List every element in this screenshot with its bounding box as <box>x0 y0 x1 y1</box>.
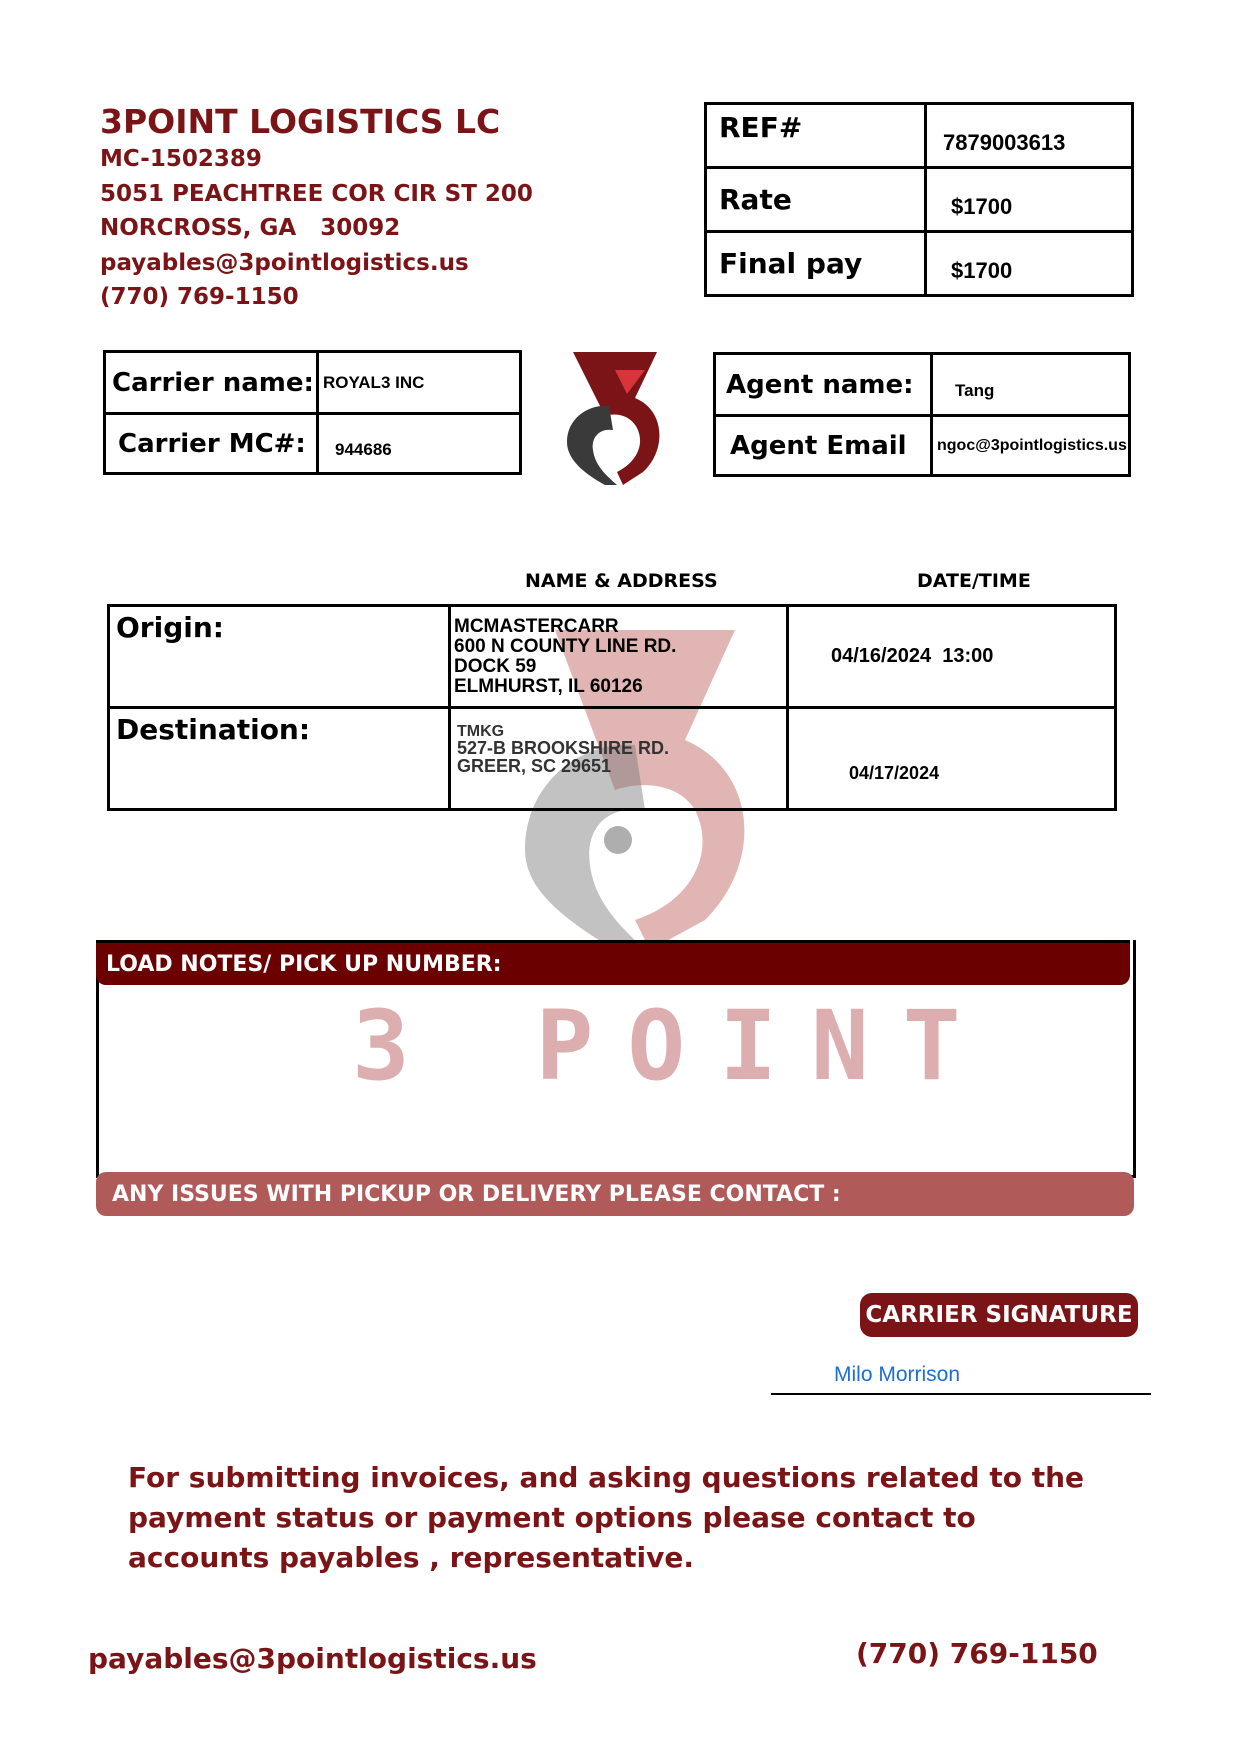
destination-row <box>109 708 1116 810</box>
carrier-table <box>103 350 522 475</box>
ref-value: 7879003613 <box>926 104 1133 168</box>
carrier-mc-label: Carrier MC#: <box>105 414 318 474</box>
footer-phone: (770) 769-1150 <box>856 1637 1098 1670</box>
company-mc: MC-1502389 <box>100 146 262 172</box>
origin-address-line: 600 N COUNTY LINE RD. <box>454 636 677 657</box>
footer-message: For submitting invoices, and asking questions related to the payment status or payment options please contact to accounts payables , representative. <box>128 1461 1085 1574</box>
col-header-datetime: DATE/TIME <box>917 570 1031 592</box>
load-notes-header <box>96 940 1130 985</box>
company-phone: (770) 769-1150 <box>100 284 299 310</box>
destination-datetime: 04/17/2024 <box>788 708 1116 810</box>
agent-email-value[interactable]: ngoc@3pointlogistics.us <box>932 416 1130 476</box>
company-logo <box>565 350 665 485</box>
destination-address <box>450 708 788 810</box>
agent-email-label: Agent Email <box>715 416 932 476</box>
notes-watermark: 3 POINT <box>352 990 995 1102</box>
col-header-name-address: NAME & ADDRESS <box>525 570 718 592</box>
company-email[interactable]: payables@3pointlogistics.us <box>100 249 469 276</box>
contact-bar-text: ANY ISSUES WITH PICKUP OR DELIVERY PLEASE CONTACT : <box>112 1182 841 1207</box>
company-address-line1: 5051 PEACHTREE COR CIR ST 200 <box>100 180 533 207</box>
destination-label: Destination: <box>109 708 450 810</box>
origin-address-line: MCMASTERCARR <box>454 616 619 637</box>
origin-datetime: 04/16/2024 13:00 <box>788 606 1116 708</box>
signer-name: Milo Morrison <box>834 1363 961 1386</box>
load-notes-header-text: LOAD NOTES/ PICK UP NUMBER: <box>106 952 502 977</box>
route-table <box>107 604 1117 811</box>
origin-label: Origin: <box>109 606 450 708</box>
origin-address-line: DOCK 59 <box>454 656 537 677</box>
final-pay-label: Final pay <box>706 232 926 296</box>
rate-value: $1700 <box>926 168 1133 232</box>
destination-address-line: 527-B BROOKSHIRE RD. <box>457 738 670 758</box>
agent-name-label: Agent name: <box>715 354 932 416</box>
footer-email[interactable]: payables@3pointlogistics.us <box>88 1642 537 1675</box>
company-name: 3POINT LOGISTICS LC <box>100 102 501 141</box>
carrier-name-value: ROYAL3 INC <box>318 352 521 414</box>
origin-address-line: ELMHURST, IL 60126 <box>454 676 643 697</box>
destination-address-line: GREER, SC 29651 <box>457 756 612 776</box>
rate-label: Rate <box>706 168 926 232</box>
final-pay-value: $1700 <box>926 232 1133 296</box>
signature-line <box>771 1393 1151 1395</box>
origin-address <box>450 606 788 708</box>
agent-name-value: Tang <box>932 354 1130 416</box>
carrier-mc-value: 944686 <box>318 414 521 474</box>
ref-label: REF# <box>706 104 926 168</box>
contact-bar <box>96 1172 1134 1216</box>
agent-table <box>713 352 1131 477</box>
origin-row <box>109 606 1116 708</box>
destination-address-line: TMKG <box>457 723 505 740</box>
carrier-signature-button[interactable]: CARRIER SIGNATURE <box>860 1293 1138 1337</box>
carrier-name-label: Carrier name: <box>105 352 318 414</box>
summary-table <box>704 102 1134 297</box>
company-info <box>100 102 533 315</box>
company-address-line2: NORCROSS, GA 30092 <box>100 215 401 241</box>
